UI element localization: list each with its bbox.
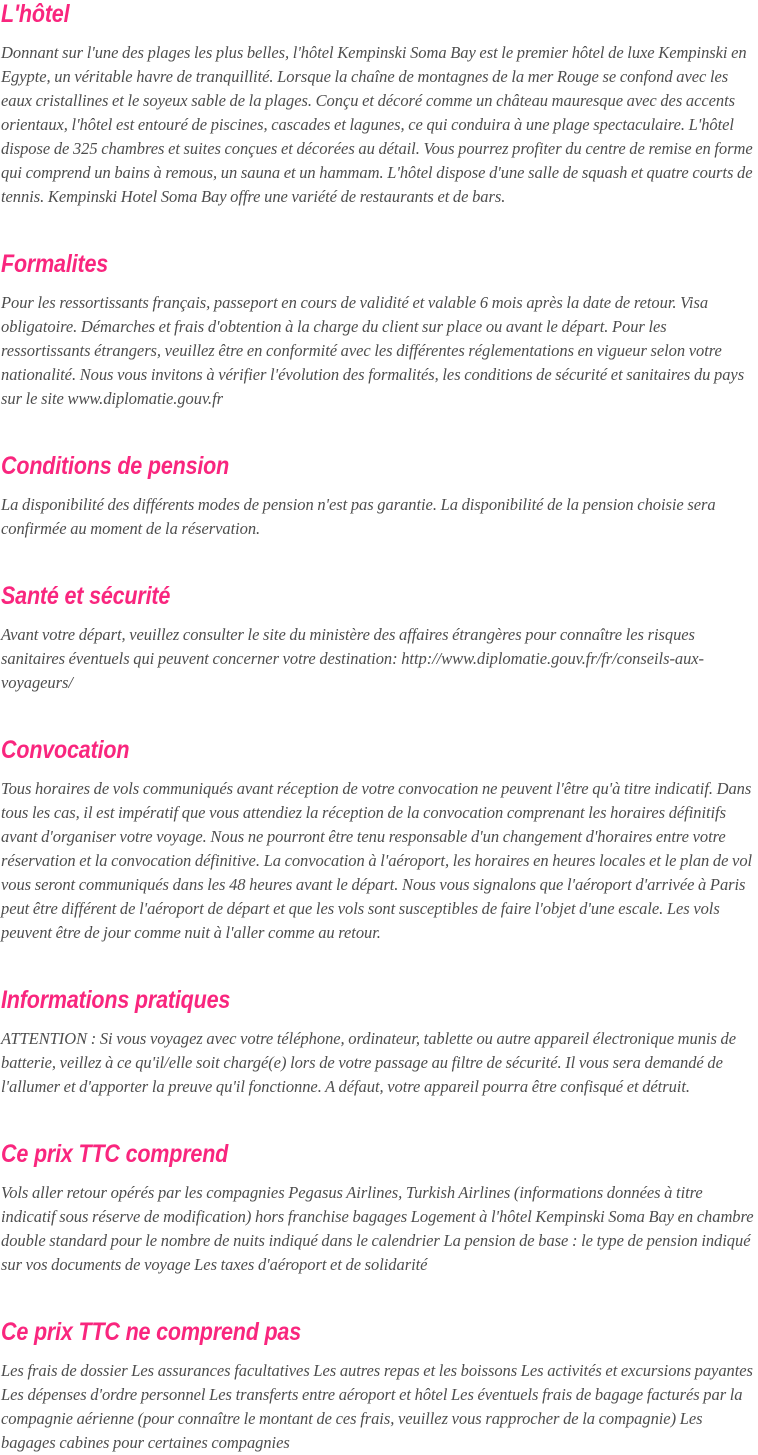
- section-sante-et-securite: [1, 582, 756, 695]
- section-informations-pratiques: [1, 986, 756, 1099]
- section-conditions-de-pension: [1, 452, 756, 541]
- section-ce-prix-ttc-comprend: [1, 1140, 756, 1277]
- section-title-convocation: Convocation: [1, 736, 130, 764]
- section-title-formalites: Formalites: [1, 250, 109, 278]
- section-formalites: [1, 250, 756, 411]
- section-body-convocation: Tous horaires de vols communiqués avant réception de votre convocation ne peuvent l'être qu'à titre indicatif. Dans tous les cas, il est impératif que vous attendiez la réception de la convocation comprenant les horaires définitifs avant d'organiser votre voyage. Nous ne pourront être tenu responsable d'un changement d'horaires entre votre réservation et la convocation définitive. La convocation à l'aéroport, les horaires en heures locales et le plan de vol vous seront communiqués dans les 48 heures avant le départ. Nous vous signalons que l'aéroport d'arrivée à Paris peut être différent de l'aéroport de départ et que les vols sont susceptibles de faire l'objet d'une escale. Les vols peuvent être de jour comme nuit à l'aller comme au retour.: [1, 779, 753, 942]
- section-title-conditions-de-pension: Conditions de pension: [1, 452, 230, 480]
- section-ce-prix-ttc-ne-comprend-pas: [1, 1318, 756, 1455]
- section-body-ce-prix-ttc-ne-comprend-pas: Les frais de dossier Les assurances facultatives Les autres repas et les boissons Les activités et excursions payantes Les dépenses d'ordre personnel Les transferts entre aéroport et hôtel Les éventuels frais de bagage facturés par la compagnie aérienne (pour connaître le montant de ces frais, veuillez vous rapprocher de la compagnie) Les bagages cabines pour certaines compagnies: [1, 1361, 753, 1452]
- section-hotel: [1, 0, 756, 209]
- section-title-ce-prix-ttc-comprend: Ce prix TTC comprend: [1, 1140, 229, 1168]
- section-body-informations-pratiques: ATTENTION : Si vous voyagez avec votre téléphone, ordinateur, tablette ou autre appareil électronique munis de batterie, veillez à ce qu'il/elle soit chargé(e) lors de votre passage au filtre de sécurité. Il vous sera demandé de l'allumer et d'apporter la preuve qu'il fonctionne. A défaut, votre appareil pourra être confisqué et détruit.: [1, 1029, 736, 1096]
- section-title-hotel: L'hôtel: [1, 0, 70, 28]
- section-body-hotel: Donnant sur l'une des plages les plus belles, l'hôtel Kempinski Soma Bay est le premier hôtel de luxe Kempinski en Egypte, un véritable havre de tranquillité. Lorsque la chaîne de montagnes de la mer Rouge se confond avec les eaux cristallines et le soyeux sable de la plages. Conçu et décoré comme un château mauresque avec des accents orientaux, l'hôtel est entouré de piscines, cascades et lagunes, ce qui conduira à une plage spectaculaire. L'hôtel dispose de 325 chambres et suites conçues et décorées au détail. Vous pourrez profiter du centre de remise en forme qui comprend un bains à remous, un sauna et un hammam. L'hôtel dispose d'une salle de squash et quatre courts de tennis. Kempinski Hotel Soma Bay offre une variété de restaurants et de bars.: [1, 43, 753, 206]
- section-body-conditions-de-pension: La disponibilité des différents modes de pension n'est pas garantie. La disponibilité de la pension choisie sera confirmée au moment de la réservation.: [1, 495, 716, 538]
- section-title-sante-et-securite: Santé et sécurité: [1, 582, 171, 610]
- section-body-ce-prix-ttc-comprend: Vols aller retour opérés par les compagnies Pegasus Airlines, Turkish Airlines (informations données à titre indicatif sous réserve de modification) hors franchise bagages Logement à l'hôtel Kempinski Soma Bay en chambre double standard pour le nombre de nuits indiqué dans le calendrier La pension de base : le type de pension indiqué sur vos documents de voyage Les taxes d'aéroport et de solidarité: [1, 1183, 754, 1274]
- section-title-informations-pratiques: Informations pratiques: [1, 986, 231, 1014]
- section-body-sante-et-securite: Avant votre départ, veuillez consulter le site du ministère des affaires étrangères pour connaître les risques sanitaires éventuels qui peuvent concerner votre destination: http://www.diplomatie.gouv.fr/fr/conseils-aux-voyageurs/: [1, 625, 705, 692]
- section-body-formalites: Pour les ressortissants français, passeport en cours de validité et valable 6 mois après la date de retour. Visa obligatoire. Démarches et frais d'obtention à la charge du client sur place ou avant le départ. Pour les ressortissants étrangers, veuillez être en conformité avec les différentes réglementations en vigueur selon votre nationalité. Nous vous invitons à vérifier l'évolution des formalités, les conditions de sécurité et sanitaires du pays sur le site www.diplomatie.gouv.fr: [1, 293, 745, 408]
- section-convocation: [1, 736, 756, 945]
- section-title-ce-prix-ttc-ne-comprend-pas: Ce prix TTC ne comprend pas: [1, 1318, 302, 1346]
